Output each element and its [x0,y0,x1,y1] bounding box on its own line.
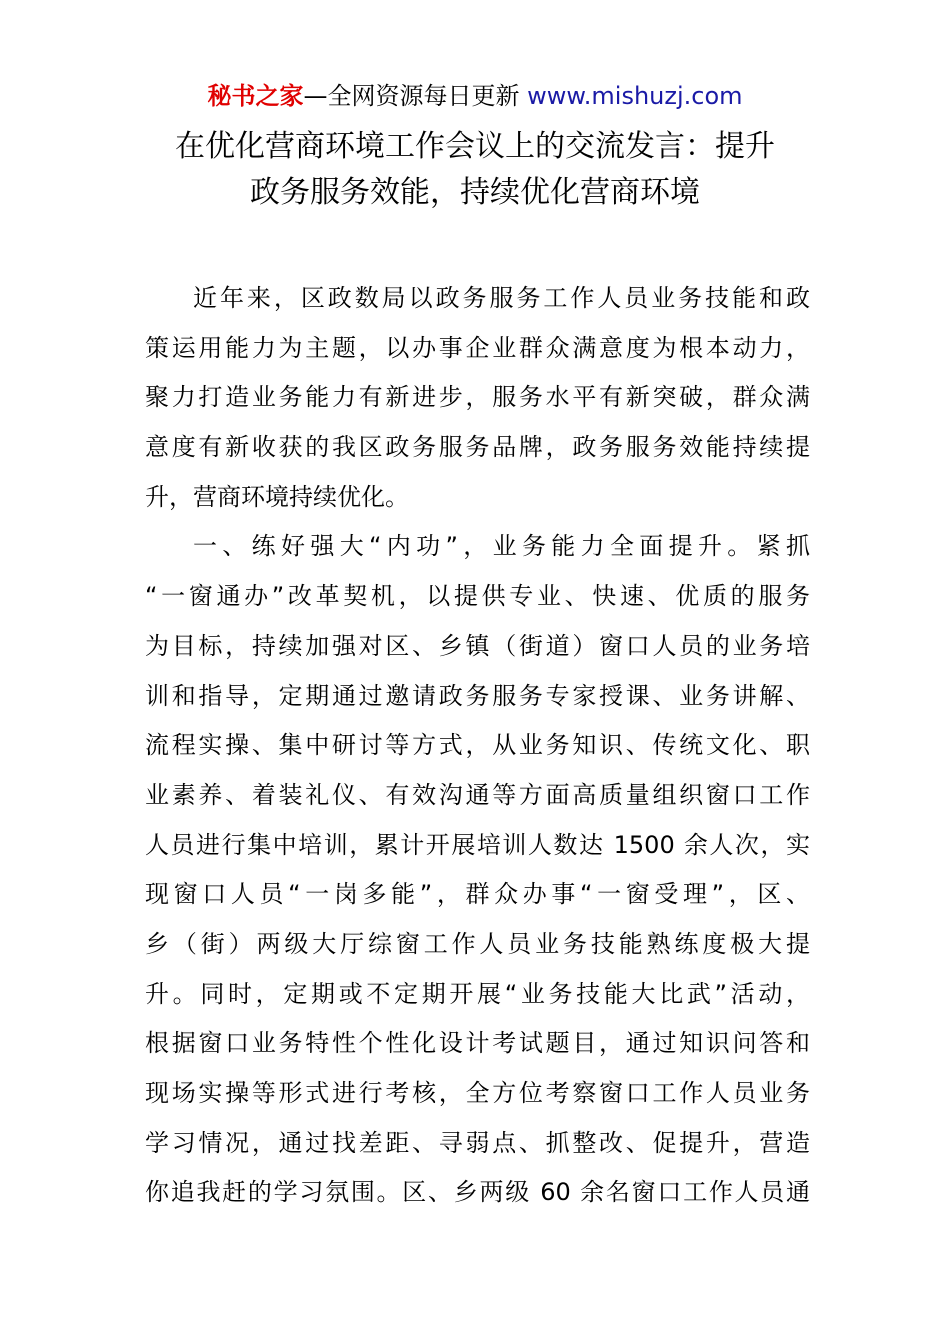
paragraph-line: 一、练好强大“内功”，业务能力全面提升。紧抓 [193,532,810,561]
site-header [0,80,950,112]
paragraph-line: 流程实操、集中研讨等方式，从业务知识、传统文化、职 [145,731,810,760]
paragraph-line: 根据窗口业务特性个性化设计考试题目，通过知识问答和 [145,1029,810,1058]
paragraph-line: 训和指导，定期通过邀请政务服务专家授课、业务讲解、 [145,681,810,710]
paragraph-line: 人员进行集中培训，累计开展培训人数达 1500 余人次，实 [145,830,810,859]
site-url-link[interactable]: www.mishuzj.com [527,82,743,110]
paragraph-line: 近年来，区政数局以政务服务工作人员业务技能和政 [193,284,810,312]
paragraph-line: “一窗通办”改革契机，以提供专业、快速、优质的服务 [145,582,810,611]
paragraph-line: 乡（街）两级大厅综窗工作人员业务技能熟练度极大提 [145,929,810,958]
paragraph-line: 策运用能力为主题，以办事企业群众满意度为根本动力， [145,333,810,362]
title-line: 政务服务效能，持续优化营商环境 [250,175,700,210]
title-line: 在优化营商环境工作会议上的交流发言：提升 [175,129,775,164]
site-tagline: —全网资源每日更新 [303,82,528,110]
document-body [145,274,810,1218]
document-title [0,124,950,216]
paragraph-line: 意度有新收获的我区政务服务品牌，政务服务效能持续提 [145,433,810,462]
paragraph-line: 升。同时，定期或不定期开展“业务技能大比武”活动， [145,979,810,1008]
paragraph-line: 聚力打造业务能力有新进步，服务水平有新突破，群众满 [145,383,810,412]
paragraph-line: 你追我赶的学习氛围。区、乡两级 60 余名窗口工作人员通 [145,1178,810,1207]
paragraph-line: 现场实操等形式进行考核，全方位考察窗口工作人员业务 [145,1079,810,1107]
paragraph-line: 升，营商环境持续优化。 [145,482,409,511]
paragraph-line: 为目标，持续加强对区、乡镇（街道）窗口人员的业务培 [145,631,810,660]
paragraph-line: 学习情况，通过找差距、寻弱点、抓整改、促提升，营造 [145,1128,810,1157]
brand-name: 秘书之家 [207,82,304,110]
paragraph-line: 现窗口人员“一岗多能”，群众办事“一窗受理”，区、 [145,880,810,909]
paragraph-line: 业素养、着装礼仪、有效沟通等方面高质量组织窗口工作 [145,780,810,809]
